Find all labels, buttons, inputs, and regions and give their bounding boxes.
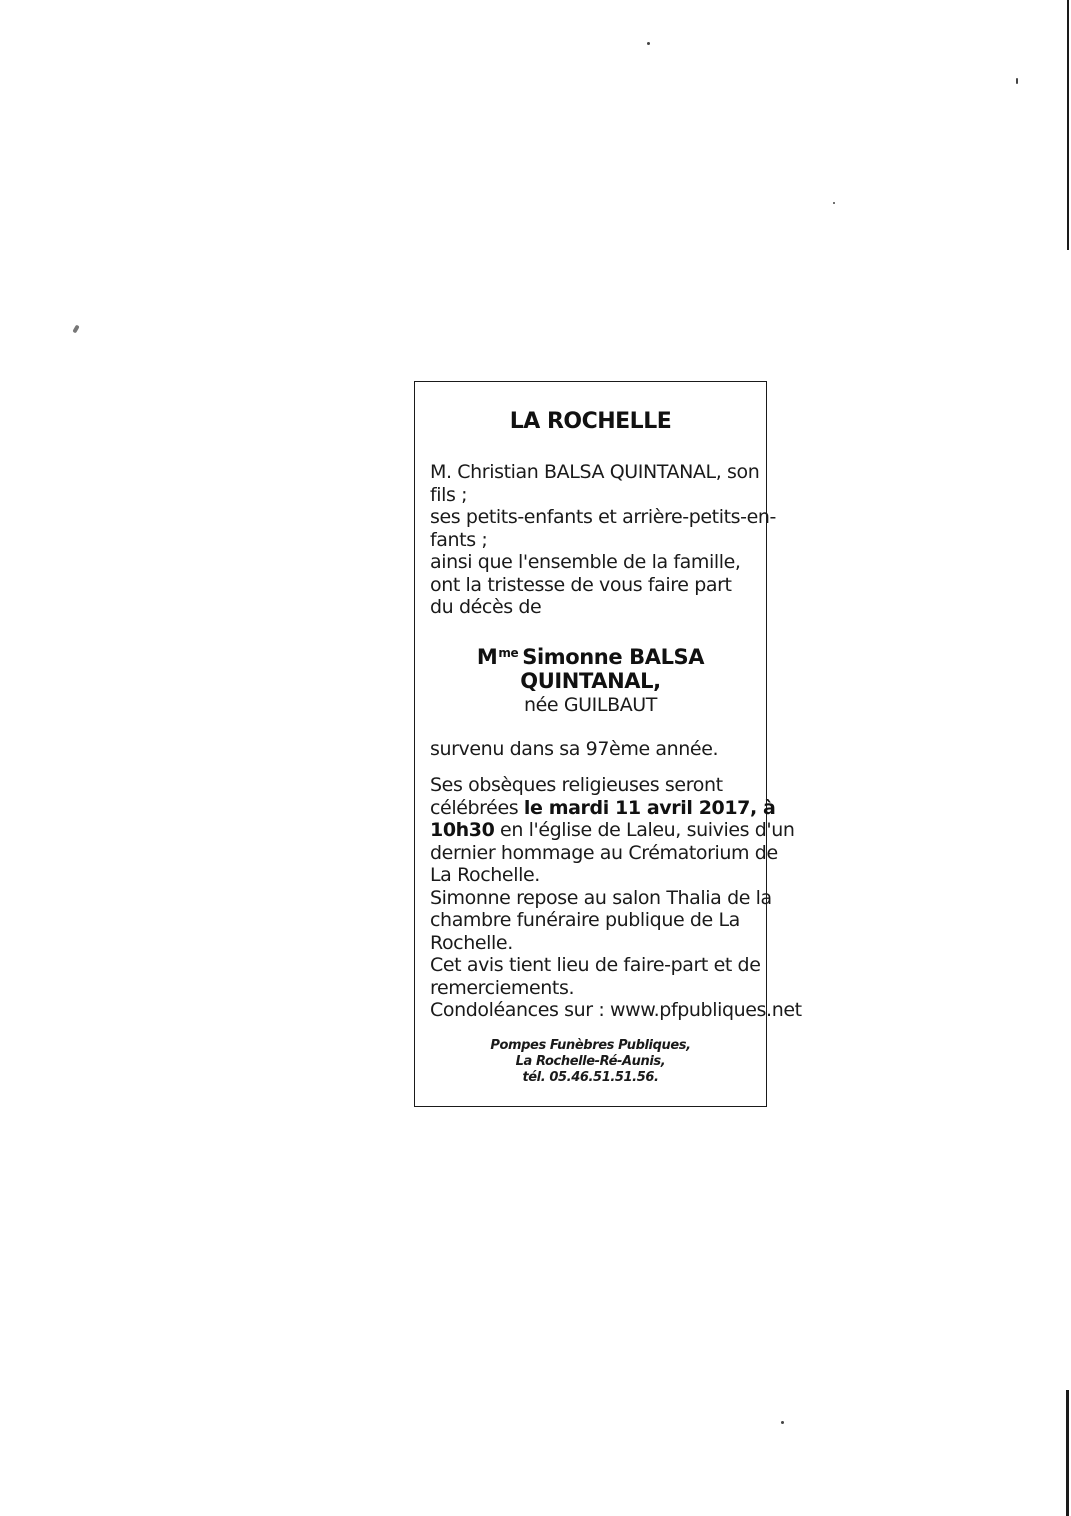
ceremony-text: en l'église de Laleu, suivies d'un: [494, 819, 795, 841]
intro-line: du décès de: [430, 596, 542, 618]
scan-speck: [647, 42, 650, 45]
ceremony-line: [430, 819, 795, 842]
ceremony-line: Rochelle.: [430, 931, 513, 954]
scan-edge-line-top: [1067, 0, 1069, 250]
age-line: survenu dans sa 97ème année.: [430, 738, 719, 760]
ceremony-date: le mardi 11 avril 2017, à: [523, 796, 776, 819]
scan-speck: [1016, 78, 1018, 84]
scan-speck: [833, 202, 835, 204]
ceremony-line: dernier hommage au Crématorium de: [430, 841, 778, 864]
title-superscript: me: [498, 646, 519, 660]
scan-edge-line-bottom: [1066, 1390, 1069, 1516]
maiden-name: née GUILBAUT: [523, 694, 658, 716]
funeral-home-phone: tél. 05.46.51.51.56.: [522, 1070, 659, 1085]
deceased-name: [415, 641, 766, 693]
name-part: Simonne BALSA: [522, 645, 705, 669]
ceremony-line: Simonne repose au salon Thalia de la: [430, 886, 772, 909]
ceremony-line: remerciements.: [430, 976, 575, 999]
title-prefix: M: [476, 645, 498, 669]
scan-speck: [781, 1421, 784, 1424]
condolences-line: Condoléances sur : www.pfpubliques.net: [430, 999, 802, 1021]
ceremony-line: [430, 796, 776, 820]
ceremony-time: 10h30: [430, 819, 495, 841]
intro-line: fants ;: [430, 528, 488, 551]
funeral-home-name: Pompes Funèbres Publiques,: [490, 1038, 691, 1053]
notice-heading: LA ROCHELLE: [509, 409, 672, 434]
ceremony-text: célébrées: [430, 796, 524, 819]
funeral-home-location: La Rochelle-Ré-Aunis,: [515, 1054, 666, 1069]
ceremony-line: Cet avis tient lieu de faire-part et de: [430, 954, 761, 976]
intro-line: M. Christian BALSA QUINTANAL, son: [430, 461, 760, 483]
deceased-name-line2: QUINTANAL,: [520, 669, 661, 693]
family-announcement: [430, 461, 776, 619]
intro-line: ses petits-enfants et arrière-petits-en-: [430, 506, 776, 528]
scan-speck: [72, 325, 79, 334]
ceremony-line: chambre funéraire publique de La: [430, 909, 740, 931]
intro-line: ont la tristesse de vous faire part: [430, 573, 732, 596]
obituary-notice: [414, 381, 802, 1107]
funeral-home-credit: [415, 1038, 766, 1086]
deceased-name-line1: [415, 641, 766, 669]
intro-line: fils ;: [430, 483, 468, 506]
ceremony-line: Ses obsèques religieuses seront: [430, 774, 723, 796]
age-statement: [430, 738, 765, 761]
intro-line: ainsi que l'ensemble de la famille,: [430, 551, 741, 573]
ceremony-details: [430, 774, 802, 1022]
ceremony-line: La Rochelle.: [430, 864, 540, 886]
